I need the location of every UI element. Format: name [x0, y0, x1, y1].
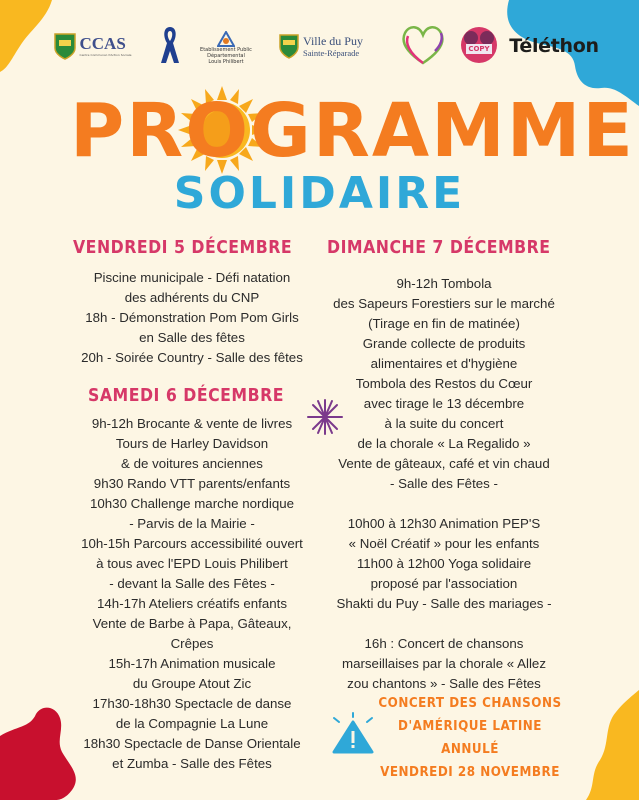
list-item: 10h-15h Parcours accessibilité ouvert: [81, 536, 303, 551]
ribbon-logo: [158, 24, 182, 66]
epd-logo: [196, 24, 256, 72]
list-item: des Sapeurs Forestiers sur le marché: [333, 296, 555, 311]
list-item: 20h - Soirée Country - Salle des fêtes: [81, 350, 303, 365]
pompom-logo: [458, 24, 500, 66]
list-item: Crêpes: [170, 636, 214, 651]
shield-icon: [54, 32, 76, 60]
list-item: zou chantons » - Salle des Fêtes: [347, 676, 541, 691]
list-item: à tous avec l'EPD Louis Philibert: [96, 556, 288, 571]
title-line-2: SOLIDAIRE: [173, 168, 466, 219]
list-item: « Noël Créatif » pour les enfants: [348, 536, 540, 551]
list-item: 18h30 Spectacle de Danse Orientale: [83, 736, 301, 751]
notice-line-3: ANNULÉ: [441, 742, 499, 757]
list-item: Vente de Barbe à Papa, Gâteaux,: [92, 616, 292, 631]
list-item: 9h-12h Brocante & vente de livres: [91, 416, 293, 431]
list-item: 16h : Concert de chansons: [364, 636, 524, 651]
list-item: Piscine municipale - Défi natation: [93, 270, 291, 285]
list-item: 18h - Démonstration Pom Pom Girls: [85, 310, 299, 325]
ville-line-1: Ville du Puy: [303, 33, 363, 48]
list-item: - Salle des Fêtes -: [390, 476, 498, 491]
ville-shield-icon: [279, 33, 299, 59]
notice-line-1: CONCERT DES CHANSONS: [378, 696, 562, 711]
list-item: proposé par l'association: [370, 576, 518, 591]
list-item: marseillaises par la chorale « Allez: [342, 656, 546, 671]
list-item: 17h30-18h30 Spectacle de danse: [92, 696, 292, 711]
list-item: 10h00 à 12h30 Animation PEP'S: [347, 516, 541, 531]
epd-line-3: Louis Philibert: [208, 59, 244, 65]
list-item: et Zumba - Salle des Fêtes: [112, 756, 272, 771]
partner-logos: [0, 22, 639, 72]
telethon-label: Téléthon: [509, 35, 599, 57]
list-item: alimentaires et d'hygiène: [370, 356, 518, 371]
list-item: Tombola des Restos du Cœur: [355, 376, 533, 391]
list-item: Shakti du Puy - Salle des mariages -: [336, 596, 552, 611]
epd-line-2: Départemental: [207, 53, 245, 59]
heart-icon: [399, 23, 447, 67]
list-item: 9h-12h Tombola: [396, 276, 492, 291]
list-item: - Parvis de la Mairie -: [129, 516, 255, 531]
day-heading-friday: VENDREDI 5 DÉCEMBRE: [73, 238, 293, 258]
list-item: avec tirage le 13 décembre: [363, 396, 525, 411]
list-item: du Groupe Atout Zic: [132, 676, 252, 691]
list-item: & de voitures anciennes: [121, 456, 263, 471]
telethon-logo: [506, 32, 602, 60]
ribbon-icon: [159, 25, 181, 65]
friday-list: [60, 268, 324, 368]
yellow-blob-bottom-right: [580, 690, 639, 800]
cancelled-concert-notice: [356, 692, 584, 784]
list-item: 9h30 Rando VTT parents/enfants: [93, 476, 291, 491]
notice-line-2: D'AMÉRIQUE LATINE: [398, 719, 542, 734]
ccas-logo: [50, 24, 136, 68]
list-item: des adhérents du CNP: [124, 290, 260, 305]
epd-emblem-icon: [217, 31, 235, 47]
list-item: 14h-17h Ateliers créatifs enfants: [97, 596, 287, 611]
list-item: - devant la Salle des Fêtes -: [109, 576, 275, 591]
list-item: de la Compagnie La Lune: [115, 716, 269, 731]
list-item: 10h30 Challenge marche nordique: [89, 496, 295, 511]
list-item: à la suite du concert: [384, 416, 504, 431]
ccas-label: CCAS: [79, 34, 126, 53]
title-programme: [70, 88, 635, 174]
list-item: de la chorale « La Regalido »: [357, 436, 531, 451]
list-item: Tours de Harley Davidson: [115, 436, 269, 451]
pompom-label: COPY: [468, 45, 490, 53]
title-line-1: PROGRAMME: [70, 88, 635, 174]
ville-logo: [268, 24, 374, 68]
list-item: 15h-17h Animation musicale: [108, 656, 276, 671]
sunday-list: [322, 274, 566, 694]
notice-line-4: VENDREDI 28 NOVEMBRE: [380, 765, 560, 780]
day-heading-saturday: SAMEDI 6 DÉCEMBRE: [88, 386, 284, 406]
epd-line-1: Etablissement Public: [200, 47, 252, 53]
list-item: Vente de gâteaux, café et vin chaud: [338, 456, 550, 471]
list-item: (Tirage en fin de matinée): [368, 316, 520, 331]
saturday-list: [60, 414, 324, 774]
list-item: Grande collecte de produits: [362, 336, 526, 351]
ccas-sublabel: Centre Communal d'Action Sociale: [79, 53, 132, 57]
list-item: 11h00 à 12h00 Yoga solidaire: [356, 556, 532, 571]
heart-logo: [398, 22, 448, 68]
list-item: en Salle des fêtes: [139, 330, 245, 345]
ville-line-2: Sainte-Réparade: [303, 47, 360, 58]
day-heading-sunday: DIMANCHE 7 DÉCEMBRE: [327, 238, 551, 258]
